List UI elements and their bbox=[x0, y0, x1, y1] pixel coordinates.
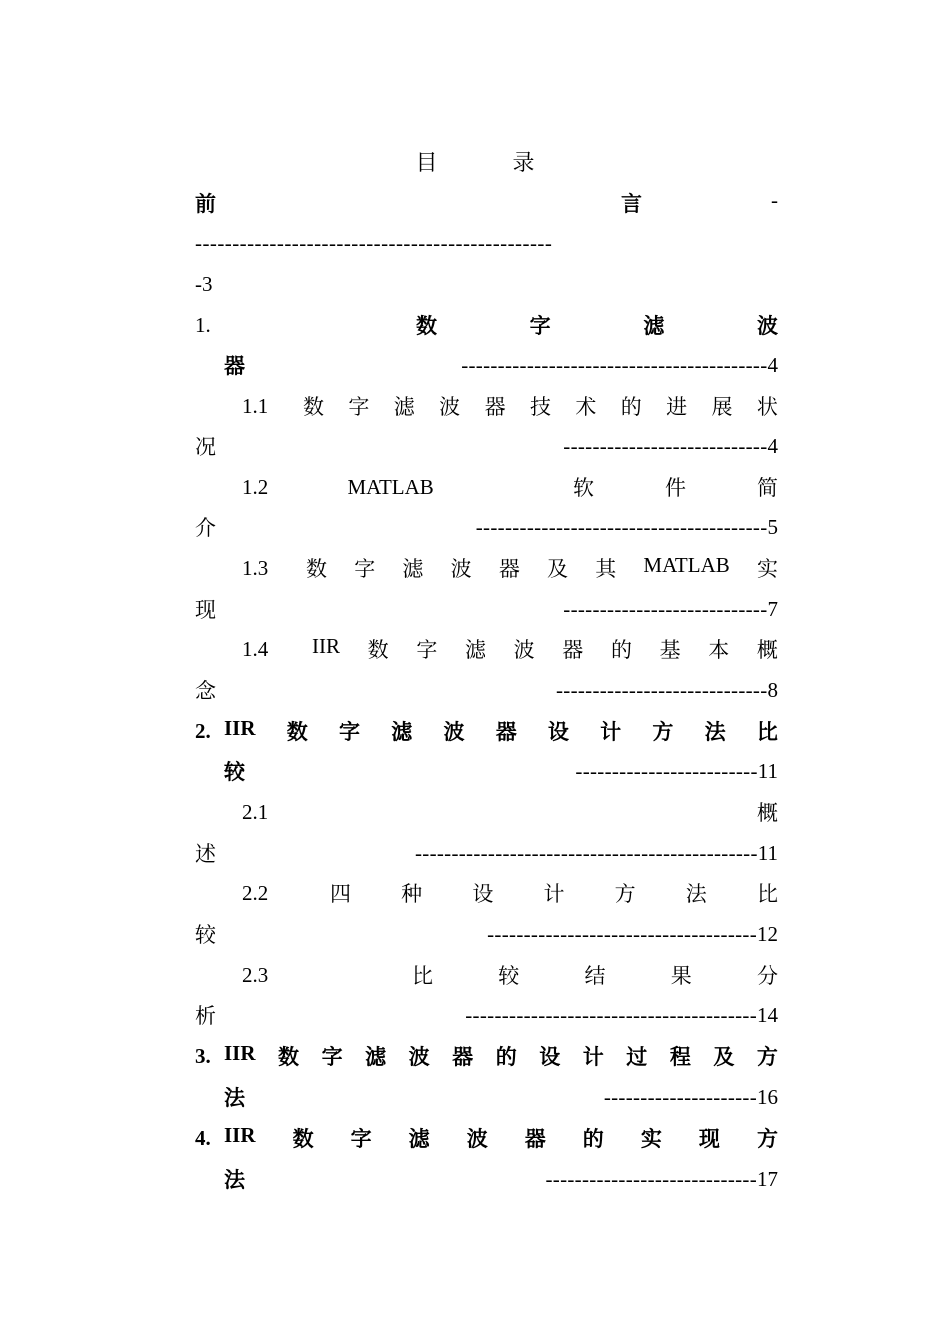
leader-dots: ---------------------------- bbox=[563, 433, 768, 458]
entry-text: 软 bbox=[573, 476, 594, 500]
entry-text: 术 bbox=[575, 395, 597, 419]
page-number: 11 bbox=[757, 758, 778, 783]
entry-text: 滤 bbox=[402, 557, 424, 581]
page-number: 16 bbox=[757, 1084, 778, 1109]
entry-text: 字 bbox=[416, 638, 438, 662]
entry-number: 1.2 bbox=[242, 474, 269, 499]
toc-entry-2-3-cont bbox=[195, 1000, 778, 1030]
entry-text: 滤 bbox=[643, 314, 665, 338]
toc-entry-1-1 bbox=[242, 391, 778, 421]
entry-text: 计 bbox=[543, 882, 565, 906]
entry-number: 2.2 bbox=[242, 880, 269, 905]
entry-text: 概 bbox=[757, 801, 778, 825]
toc-entry-1-2 bbox=[242, 472, 778, 502]
toc-entry-2 bbox=[195, 716, 778, 746]
entry-tail: 较 bbox=[195, 923, 216, 947]
entry-text: 计 bbox=[582, 1045, 604, 1069]
entry-text: 数 bbox=[416, 314, 437, 338]
leader-dots: ---------------------------- bbox=[563, 596, 768, 621]
entry-text: 件 bbox=[665, 476, 686, 500]
leader-dots: ---------------------------------------- bbox=[465, 1002, 757, 1027]
entry-tail: 法 bbox=[224, 1168, 245, 1192]
entry-text: 基 bbox=[659, 638, 681, 662]
entry-text: 方 bbox=[614, 882, 636, 906]
toc-entry-1-4-cont bbox=[195, 675, 778, 705]
entry-text: MATLAB bbox=[643, 553, 730, 577]
toc-title: 目 录 bbox=[415, 151, 569, 176]
toc-entry-1-2-cont bbox=[195, 512, 778, 542]
entry-text: 的 bbox=[495, 1045, 517, 1069]
toc-entry-4 bbox=[195, 1123, 778, 1153]
leader-dots: ----------------------------- bbox=[555, 677, 768, 702]
entry-tail: 现 bbox=[195, 598, 216, 622]
entry-text: 比 bbox=[412, 964, 433, 988]
entry-text: 的 bbox=[582, 1127, 604, 1151]
entry-text: IIR bbox=[312, 634, 340, 658]
entry-text: 数 bbox=[278, 1045, 300, 1069]
toc-entry-preface bbox=[195, 188, 778, 218]
toc-entry-2-2 bbox=[242, 878, 778, 908]
toc-entry-4-cont bbox=[224, 1164, 778, 1194]
entry-text: 器 bbox=[495, 720, 517, 744]
preface-dash-text: ------------------------------------------------ bbox=[195, 230, 553, 255]
entry-text: 波 bbox=[513, 638, 535, 662]
entry-text: 技 bbox=[529, 395, 551, 419]
entry-text: 滤 bbox=[393, 395, 415, 419]
toc-entry-2-3 bbox=[242, 960, 778, 990]
leader-dots: ------------------------------------------ bbox=[461, 352, 768, 377]
leader-dots: ----------------------------- bbox=[545, 1166, 757, 1191]
entry-text: 数 bbox=[367, 638, 389, 662]
entry-text: 字 bbox=[529, 314, 551, 338]
entry-text: 器 bbox=[524, 1127, 546, 1151]
preface-left-char: 前 bbox=[195, 192, 216, 216]
entry-text: 器 bbox=[484, 395, 506, 419]
toc-entry-2-cont bbox=[224, 756, 778, 786]
entry-number: 1.4 bbox=[242, 636, 269, 661]
toc-entry-2-1 bbox=[242, 797, 778, 827]
leader-dots: ------------------------------------- bbox=[487, 921, 757, 946]
entry-text: 滤 bbox=[365, 1045, 387, 1069]
entry-text: 结 bbox=[584, 964, 606, 988]
entry-text: 分 bbox=[757, 964, 778, 988]
entry-text: 程 bbox=[669, 1045, 691, 1069]
entry-text: 的 bbox=[610, 638, 632, 662]
entry-text: IIR bbox=[224, 1041, 256, 1065]
entry-number: 2.3 bbox=[242, 962, 269, 987]
entry-number: 2.1 bbox=[242, 799, 269, 824]
entry-text: 果 bbox=[670, 964, 692, 988]
entry-text: 其 bbox=[595, 557, 617, 581]
entry-text: 字 bbox=[348, 395, 370, 419]
page-number: 12 bbox=[757, 921, 778, 946]
entry-tail: 法 bbox=[224, 1086, 245, 1110]
entry-text: 字 bbox=[321, 1045, 343, 1069]
entry-text: 滤 bbox=[464, 638, 486, 662]
entry-tail: 较 bbox=[224, 760, 245, 784]
entry-text: 种 bbox=[401, 882, 423, 906]
preface-right-char: 言 bbox=[621, 192, 642, 216]
entry-tail: 析 bbox=[195, 1004, 216, 1028]
preface-page: -3 bbox=[195, 271, 213, 296]
toc-entry-1-3 bbox=[242, 553, 778, 583]
entry-text: 数 bbox=[292, 1127, 314, 1151]
entry-text: 现 bbox=[698, 1127, 720, 1151]
entry-text: MATLAB bbox=[347, 474, 434, 499]
entry-text: 展 bbox=[711, 395, 733, 419]
entry-text: 波 bbox=[443, 720, 465, 744]
page-number: 4 bbox=[767, 433, 778, 458]
page-number: 5 bbox=[767, 514, 778, 539]
entry-text: 设 bbox=[539, 1045, 561, 1069]
entry-text: 字 bbox=[354, 557, 376, 581]
page-number: 17 bbox=[757, 1166, 778, 1191]
entry-text: 数 bbox=[303, 395, 324, 419]
entry-number: 1. bbox=[195, 312, 211, 337]
entry-text: 简 bbox=[757, 476, 778, 500]
entry-text: 方 bbox=[652, 720, 674, 744]
preface-dash-tail: - bbox=[771, 188, 778, 212]
entry-text: 设 bbox=[547, 720, 569, 744]
entry-text: 过 bbox=[626, 1045, 648, 1069]
entry-text: 四 bbox=[330, 882, 351, 906]
entry-text: 方 bbox=[756, 1045, 778, 1069]
page-number: 14 bbox=[757, 1002, 778, 1027]
entry-text: 进 bbox=[666, 395, 688, 419]
page-number: 8 bbox=[767, 677, 778, 702]
entry-tail: 念 bbox=[195, 679, 216, 703]
entry-text: 实 bbox=[640, 1127, 662, 1151]
toc-entry-3-cont bbox=[224, 1082, 778, 1112]
entry-text: 的 bbox=[620, 395, 642, 419]
entry-tail: 述 bbox=[195, 842, 216, 866]
entry-text: IIR bbox=[224, 1123, 256, 1147]
entry-text: 比 bbox=[756, 720, 778, 744]
leader-dots: ------------------------- bbox=[575, 758, 758, 783]
toc-entry-1-cont bbox=[224, 350, 778, 380]
entry-text: 滤 bbox=[391, 720, 413, 744]
entry-text: 法 bbox=[704, 720, 726, 744]
leader-dots: --------------------- bbox=[603, 1084, 757, 1109]
entry-text: 波 bbox=[439, 395, 461, 419]
entry-text: 计 bbox=[600, 720, 622, 744]
entry-number: 3. bbox=[195, 1043, 211, 1068]
leader-dots: ---------------------------------------- bbox=[475, 514, 768, 539]
toc-entry-3 bbox=[195, 1041, 778, 1071]
entry-text: 方 bbox=[756, 1127, 778, 1151]
leader-dots: ----------------------------------------------- bbox=[414, 840, 758, 865]
entry-tail: 器 bbox=[224, 354, 245, 378]
entry-text: 波 bbox=[466, 1127, 488, 1151]
entry-text: 字 bbox=[338, 720, 360, 744]
page-number: 11 bbox=[757, 840, 778, 865]
entry-text: 器 bbox=[498, 557, 520, 581]
entry-text: 波 bbox=[408, 1045, 430, 1069]
entry-text: 器 bbox=[562, 638, 584, 662]
entry-text: 数 bbox=[306, 557, 327, 581]
entry-text: 数 bbox=[286, 720, 308, 744]
entry-text: IIR bbox=[224, 716, 256, 740]
entry-text: 字 bbox=[350, 1127, 372, 1151]
entry-text: 比 bbox=[756, 882, 778, 906]
entry-number: 1.3 bbox=[242, 555, 269, 580]
page-number: 7 bbox=[767, 596, 778, 621]
entry-text: 波 bbox=[756, 314, 778, 338]
toc-entry-1-1-cont bbox=[195, 431, 778, 461]
entry-number: 1.1 bbox=[242, 393, 269, 418]
entry-tail: 介 bbox=[195, 516, 216, 540]
entry-text: 较 bbox=[498, 964, 520, 988]
toc-entry-1-4 bbox=[242, 634, 778, 664]
toc-entry-1 bbox=[195, 310, 778, 340]
entry-text: 设 bbox=[472, 882, 494, 906]
entry-text: 本 bbox=[708, 638, 730, 662]
entry-text: 法 bbox=[685, 882, 707, 906]
entry-number: 2. bbox=[195, 718, 211, 743]
toc-entry-2-2-cont bbox=[195, 919, 778, 949]
entry-number: 4. bbox=[195, 1125, 211, 1150]
toc-entry-1-3-cont bbox=[195, 594, 778, 624]
entry-text: 状 bbox=[756, 395, 778, 419]
entry-text: 实 bbox=[756, 557, 778, 581]
entry-text: 及 bbox=[713, 1045, 735, 1069]
entry-text: 波 bbox=[450, 557, 472, 581]
page-number: 4 bbox=[767, 352, 778, 377]
toc-entry-2-1-cont bbox=[195, 838, 778, 868]
entry-text: 滤 bbox=[408, 1127, 430, 1151]
preface-dash-line bbox=[195, 228, 778, 258]
entry-text: 器 bbox=[452, 1045, 474, 1069]
entry-tail: 况 bbox=[195, 435, 216, 459]
entry-text: 概 bbox=[756, 638, 778, 662]
entry-text: 及 bbox=[547, 557, 569, 581]
